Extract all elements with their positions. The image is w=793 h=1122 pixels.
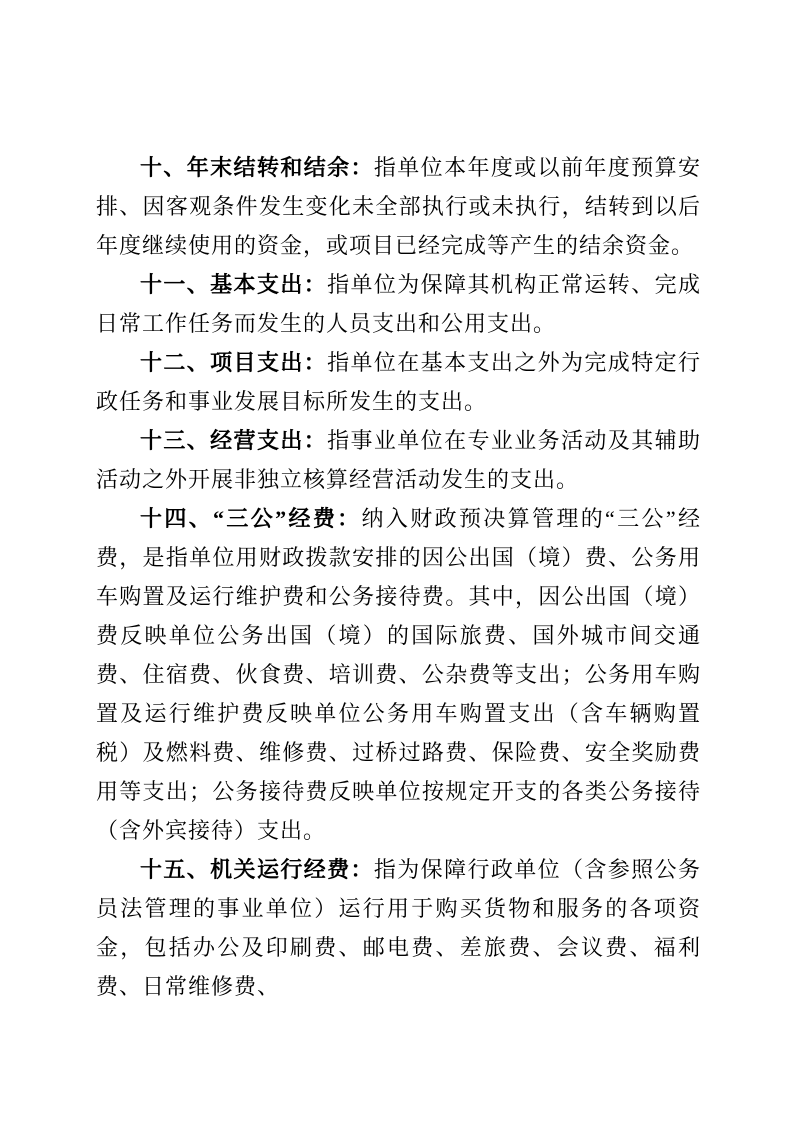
term-definition-15: 指为保障行政单位（含参照公务员法管理的事业单位）运行用于购买货物和服务的各项资金，包括办公及印刷费、邮电费、差旅费、会议费、福利费、日常维修费、 (96, 857, 701, 999)
definition-paragraph-14 (96, 499, 701, 850)
term-definition-10: 指单位本年度或以前年度预算安排、因客观条件发生变化未全部执行或未执行，结转到以后年度继续使用的资金，或项目已经完成等产生的结余资金。 (96, 155, 701, 258)
term-label-10: 十、年末结转和结余： (140, 155, 374, 180)
term-definition-13: 指事业单位在专业业务活动及其辅助活动之外开展非独立核算经营活动发生的支出。 (96, 428, 701, 492)
definition-paragraph-10 (96, 148, 701, 265)
term-label-15: 十五、机关运行经费： (140, 857, 374, 882)
definition-paragraph-13 (96, 421, 701, 499)
definition-paragraph-11 (96, 265, 701, 343)
term-label-12: 十二、项目支出： (140, 350, 328, 375)
term-label-14: 十四、“三公”经费： (140, 506, 362, 531)
term-definition-11: 指单位为保障其机构正常运转、完成日常工作任务而发生的人员支出和公用支出。 (96, 272, 701, 336)
term-definition-12: 指单位在基本支出之外为完成特定行政任务和事业发展目标所发生的支出。 (96, 350, 701, 414)
document-body (96, 148, 701, 1006)
term-label-13: 十三、经营支出： (140, 428, 328, 453)
definition-paragraph-12 (96, 343, 701, 421)
term-label-11: 十一、基本支出： (140, 272, 328, 297)
definition-paragraph-15 (96, 850, 701, 1006)
term-definition-14: 纳入财政预决算管理的“三公”经费，是指单位用财政拨款安排的因公出国（境）费、公务用车购置及运行维护费和公务接待费。其中，因公出国（境）费反映单位公务出国（境）的国际旅费、国外城市间交通费、住宿费、伙食费、培训费、公杂费等支出；公务用车购置及运行维护费反映单位公务用车购置支出（含车辆购置税）及燃料费、维修费、过桥过路费、保险费、安全奖励费用等支出；公务接待费反映单位按规定开支的各类公务接待（含外宾接待）支出。 (96, 506, 701, 843)
